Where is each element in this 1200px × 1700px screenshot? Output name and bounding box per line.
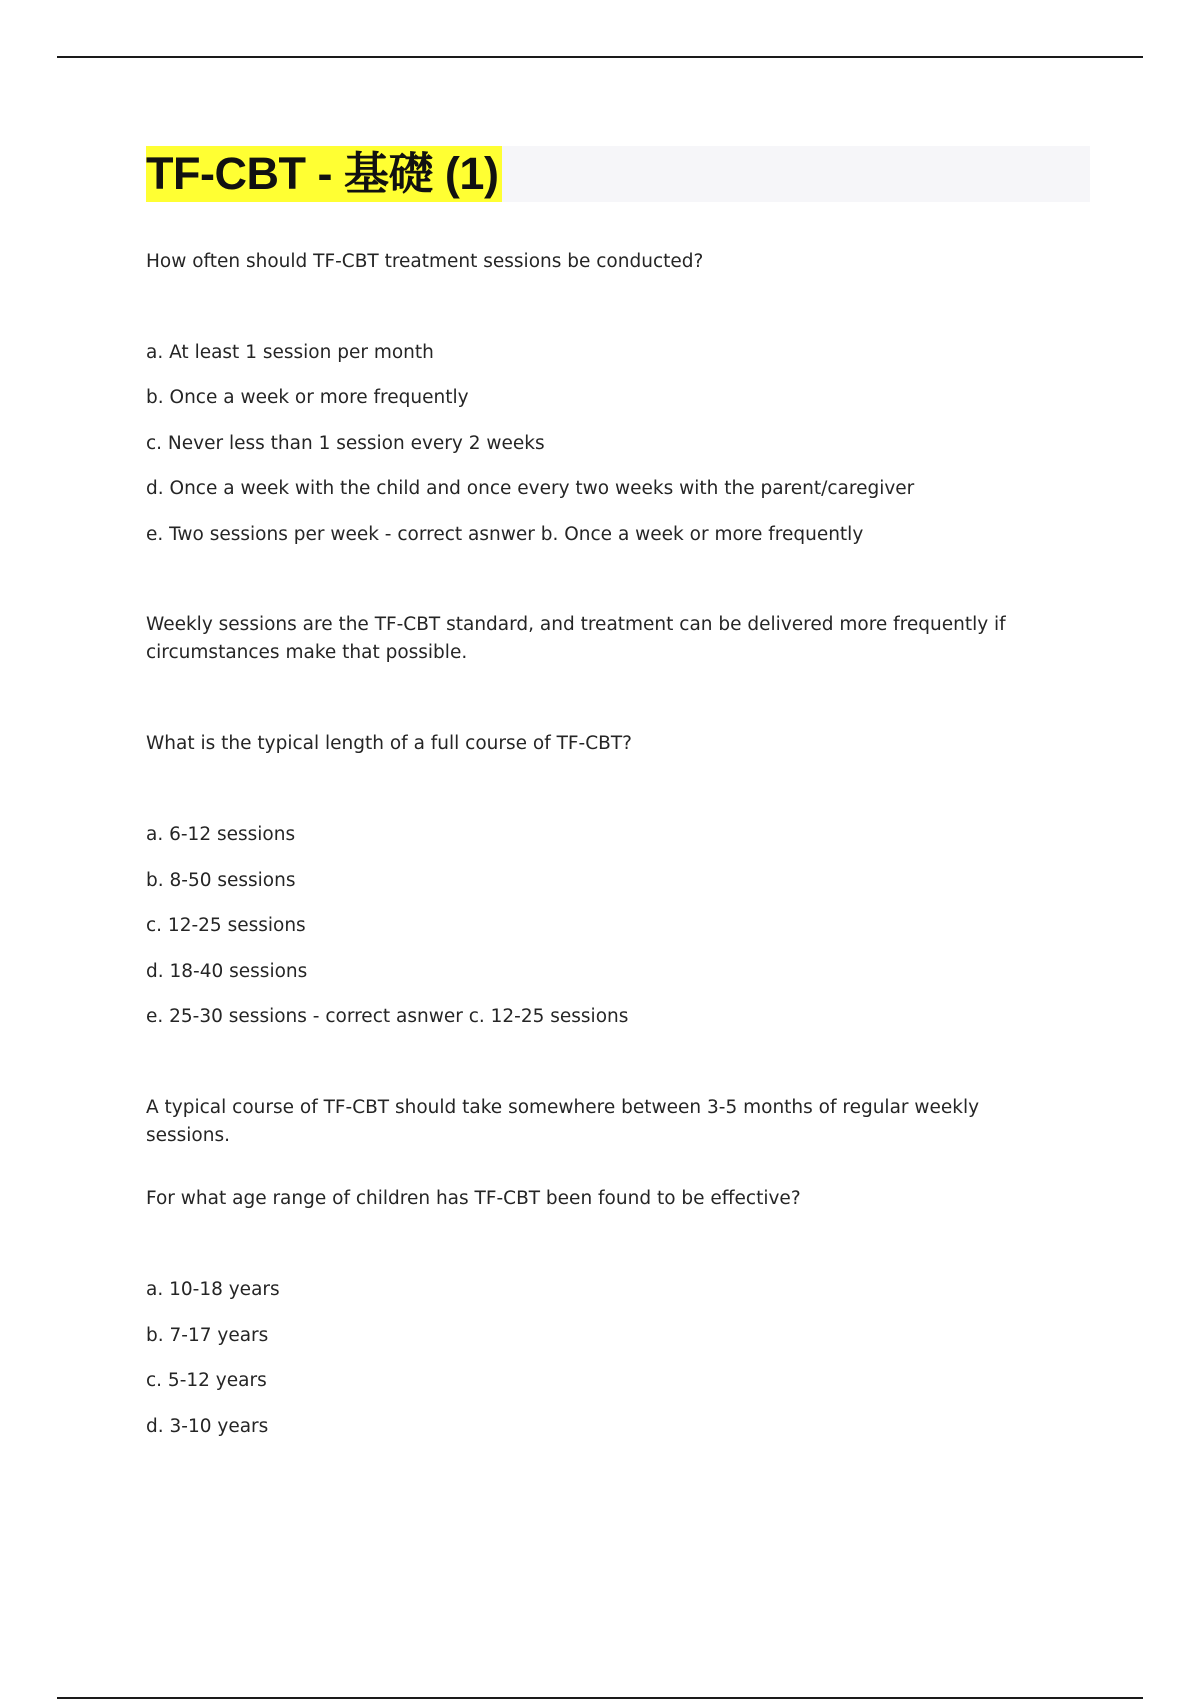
q2-option-e: e. 25-30 sessions - correct asnwer c. 12-25 sessions bbox=[146, 1006, 629, 1027]
q2-option-d: d. 18-40 sessions bbox=[146, 961, 308, 982]
q1-option-a: a. At least 1 session per month bbox=[146, 342, 434, 363]
q1-option-c: c. Never less than 1 session every 2 weeks bbox=[146, 433, 545, 454]
top-rule bbox=[57, 56, 1143, 58]
q2-option-b: b. 8-50 sessions bbox=[146, 870, 296, 891]
question-3: For what age range of children has TF-CBT been found to be effective? bbox=[146, 1188, 801, 1209]
q2-explanation: A typical course of TF-CBT should take somewhere between 3-5 months of regular weekly sessions. bbox=[146, 1097, 980, 1146]
q1-option-e: e. Two sessions per week - correct asnwer b. Once a week or more frequently bbox=[146, 524, 864, 545]
q3-option-d: d. 3-10 years bbox=[146, 1416, 269, 1437]
q1-explanation: Weekly sessions are the TF-CBT standard, and treatment can be delivered more frequently if circumstances make that possible. bbox=[146, 614, 1006, 663]
q3-option-a: a. 10-18 years bbox=[146, 1279, 280, 1300]
document-title: TF-CBT - 基礎 (1) bbox=[146, 146, 502, 202]
q2-option-c: c. 12-25 sessions bbox=[146, 915, 306, 936]
title-band bbox=[146, 146, 1090, 202]
q3-option-c: c. 5-12 years bbox=[146, 1370, 267, 1391]
document-header bbox=[146, 146, 1090, 202]
bottom-rule bbox=[57, 1697, 1143, 1699]
q2-option-a: a. 6-12 sessions bbox=[146, 824, 296, 845]
q1-option-d: d. Once a week with the child and once every two weeks with the parent/caregiver bbox=[146, 478, 915, 499]
q3-option-b: b. 7-17 years bbox=[146, 1325, 269, 1346]
question-1: How often should TF-CBT treatment sessions be conducted? bbox=[146, 251, 704, 272]
question-2: What is the typical length of a full course of TF-CBT? bbox=[146, 733, 632, 754]
q1-option-b: b. Once a week or more frequently bbox=[146, 387, 469, 408]
